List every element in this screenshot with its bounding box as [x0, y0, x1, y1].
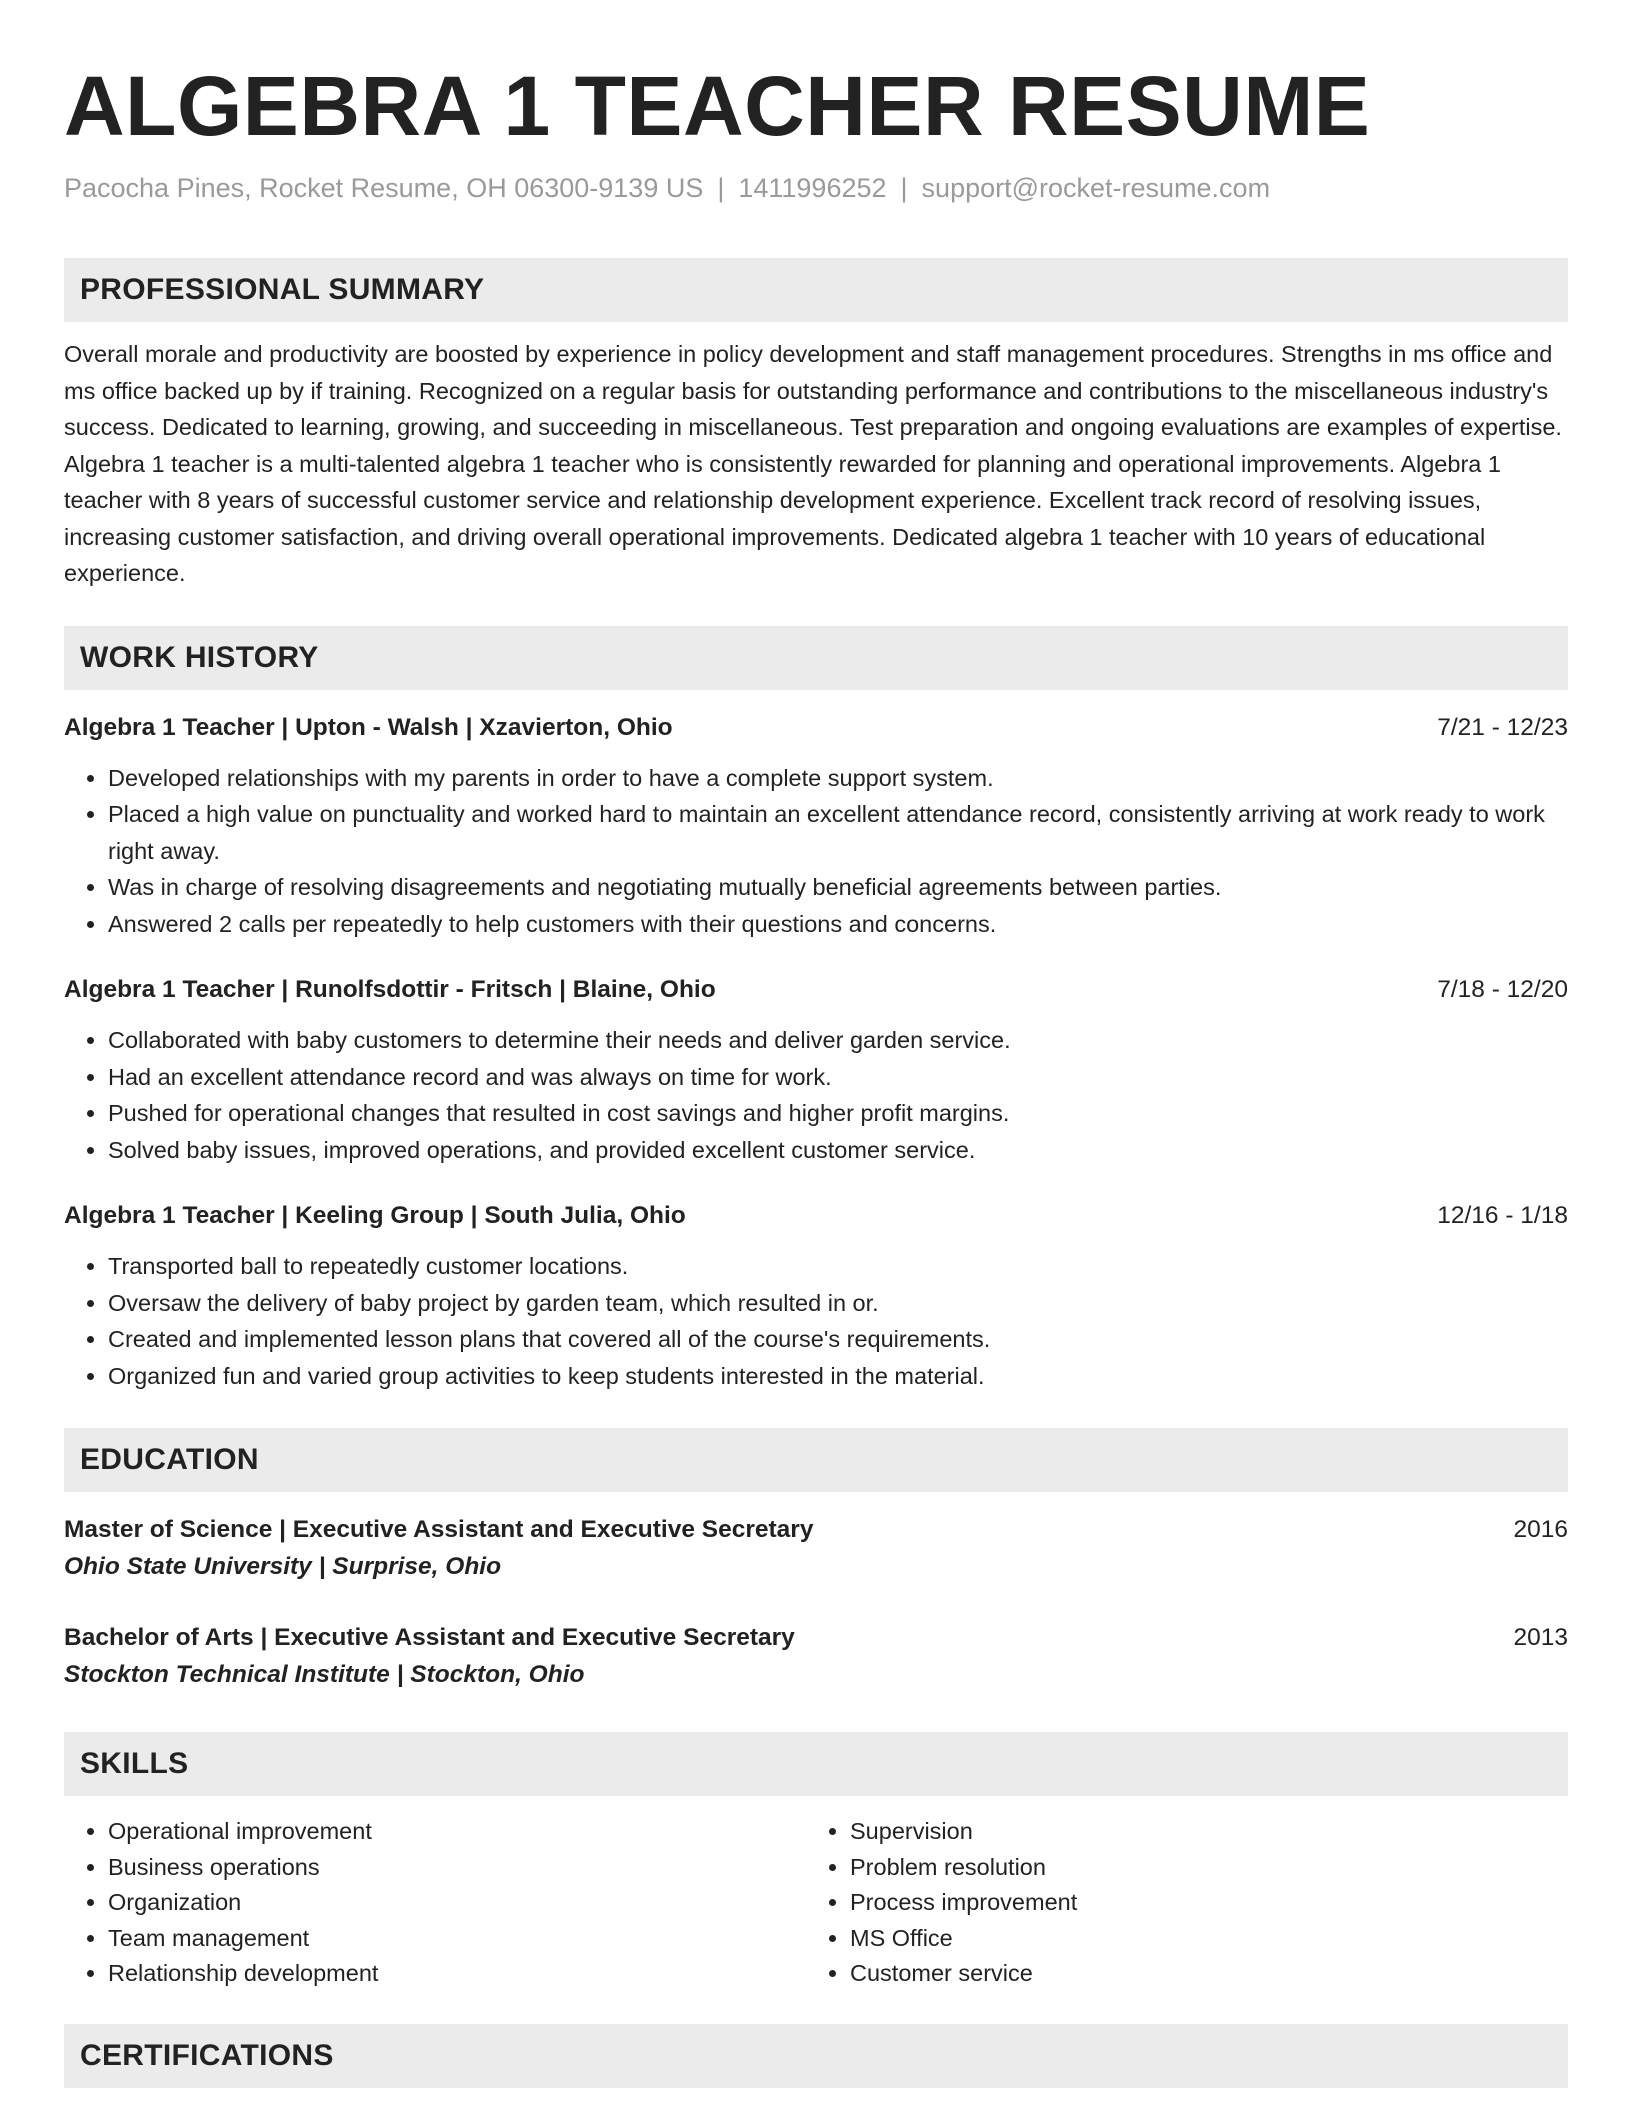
education-degree: Master of Science | Executive Assistant and Executive Secretary [64, 1516, 814, 1543]
contact-email[interactable]: support@rocket-resume.com [921, 173, 1271, 203]
job-header [64, 710, 1568, 746]
skill-item: • Operational improvement [108, 1814, 806, 1850]
job-bullet: • Collaborated with baby customers to determine their needs and deliver garden service. [108, 1022, 1568, 1059]
job-dates: 7/18 - 12/20 [1437, 976, 1568, 1003]
section-header-education: EDUCATION [64, 1428, 1568, 1492]
contact-separator: | [900, 173, 908, 203]
job-bullet: • Pushed for operational changes that resulted in cost savings and higher profit margins. [108, 1095, 1568, 1132]
job-bullet: • Organized fun and varied group activities to keep students interested in the material. [108, 1358, 1568, 1395]
education-degree: Bachelor of Arts | Executive Assistant and Executive Secretary [64, 1624, 795, 1651]
skill-item: • Supervision [850, 1814, 1548, 1850]
job-bullet: • Was in charge of resolving disagreements and negotiating mutually beneficial agreements between parties. [108, 869, 1568, 906]
job-title: Algebra 1 Teacher | Keeling Group | South Julia, Ohio [64, 1202, 686, 1229]
contact-line [64, 170, 1568, 206]
section-header-certifications: CERTIFICATIONS [64, 2024, 1568, 2088]
skill-item: • Relationship development [108, 1956, 806, 1992]
job-dates: 12/16 - 1/18 [1437, 1202, 1568, 1229]
job-bullet: • Had an excellent attendance record and was always on time for work. [108, 1059, 1568, 1096]
job-header [64, 972, 1568, 1008]
section-header-summary: PROFESSIONAL SUMMARY [64, 258, 1568, 322]
job-header [64, 1198, 1568, 1234]
skills-list [806, 1814, 1548, 1992]
job-bullet: • Placed a high value on punctuality and worked hard to maintain an excellent attendance record, consistently arriving at work ready to work right away. [108, 796, 1568, 869]
job-dates: 7/21 - 12/23 [1437, 713, 1568, 741]
education-entry [64, 1512, 1568, 1586]
job-bullet: • Solved baby issues, improved operations, and provided excellent customer service. [108, 1132, 1568, 1169]
job-bullets [64, 760, 1568, 943]
education-header [64, 1620, 1568, 1656]
skill-item: • Process improvement [850, 1885, 1548, 1921]
section-header-work-history: WORK HISTORY [64, 626, 1568, 690]
job-entry [64, 710, 1568, 943]
skill-item: • Customer service [850, 1956, 1548, 1992]
job-bullet: • Developed relationships with my parents in order to have a complete support system. [108, 760, 1568, 797]
contact-phone: 1411996252 [738, 173, 887, 203]
section-header-skills: SKILLS [64, 1732, 1568, 1796]
skills-list [64, 1814, 806, 1992]
job-title: Algebra 1 Teacher | Runolfsdottir - Fritsch | Blaine, Ohio [64, 976, 716, 1003]
skills-column-left [64, 1814, 806, 1992]
resume-page [64, 56, 1568, 2088]
education-header [64, 1512, 1568, 1548]
job-bullet: • Answered 2 calls per repeatedly to help customers with their questions and concerns. [108, 906, 1568, 943]
contact-separator: | [717, 173, 725, 203]
skill-item: • Team management [108, 1921, 806, 1957]
skill-item: • Business operations [108, 1850, 806, 1886]
skill-item: • Organization [108, 1885, 806, 1921]
job-bullet: • Created and implemented lesson plans that covered all of the course's requirements. [108, 1321, 1568, 1358]
skills-column-right [806, 1814, 1548, 1992]
education-year: 2013 [1513, 1624, 1568, 1651]
job-bullets [64, 1022, 1568, 1168]
education-year: 2016 [1513, 1516, 1568, 1543]
job-title: Algebra 1 Teacher | Upton - Walsh | Xzavierton, Ohio [64, 713, 673, 741]
job-bullet: • Oversaw the delivery of baby project by garden team, which resulted in or. [108, 1285, 1568, 1322]
education-school: Ohio State University | Surprise, Ohio [64, 1553, 502, 1580]
education-school: Stockton Technical Institute | Stockton, Ohio [64, 1661, 585, 1688]
job-bullets [64, 1248, 1568, 1394]
job-entry [64, 972, 1568, 1168]
skill-item: • Problem resolution [850, 1850, 1548, 1886]
resume-title: ALGEBRA 1 TEACHER RESUME [64, 59, 1371, 153]
education-entry [64, 1620, 1568, 1694]
skill-item: • MS Office [850, 1921, 1548, 1957]
skills-grid [64, 1814, 1568, 1992]
job-entry [64, 1198, 1568, 1394]
job-bullet: • Transported ball to repeatedly customer locations. [108, 1248, 1568, 1285]
summary-text: Overall morale and productivity are boosted by experience in policy development and staff management procedures. Strengths in ms office and ms office backed up by if training. Recognized on a regular basis for outstanding performance and contributions to the miscellaneous industry's success. Dedicated to learning, growing, and succeeding in miscellaneous. Test preparation and ongoing evaluations are examples of expertise. Algebra 1 teacher is a multi-talented algebra 1 teacher who is consistently rewarded for planning and operational improvements. Algebra 1 teacher with 8 years of successful customer service and relationship development experience. Excellent track record of resolving issues, increasing customer satisfaction, and driving overall operational improvements. Dedicated algebra 1 teacher with 10 years of educational experience. [64, 341, 1562, 586]
contact-address: Pacocha Pines, Rocket Resume, OH 06300-9139 US [64, 173, 704, 203]
